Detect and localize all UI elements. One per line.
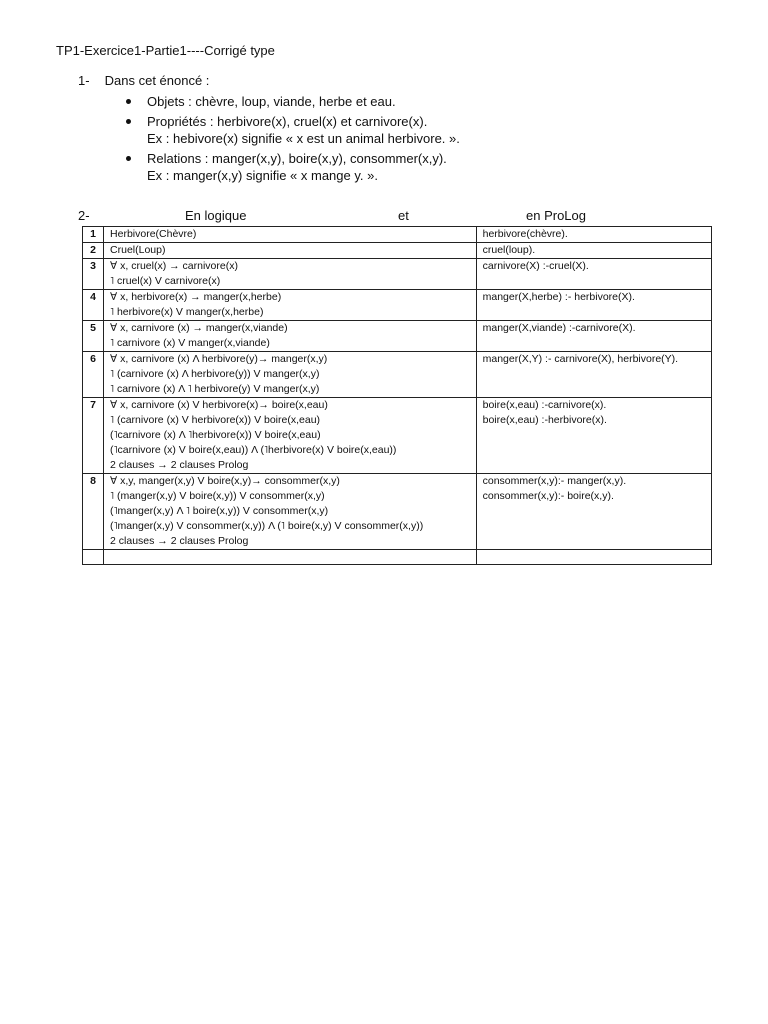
column-heading-and: et [398, 208, 409, 223]
logic-cell [104, 474, 477, 550]
prolog-cell [476, 550, 711, 565]
logic-line: ˥ (carnivore (x) Λ herbivore(y)) V manger(x,y) [110, 368, 320, 380]
prolog-cell [476, 290, 711, 321]
prolog-cell [476, 243, 711, 259]
logic-cell [104, 321, 477, 352]
prolog-cell [476, 352, 711, 398]
row-number: 4 [83, 290, 104, 321]
bullet-relations [126, 150, 460, 184]
logic-cell [104, 290, 477, 321]
logic-line: (˥carnivore (x) Λ ˥herbivore(x)) V boire(x,eau) [110, 429, 321, 441]
prolog-line: cruel(loup). [482, 244, 536, 256]
logic-prolog-table [82, 226, 712, 565]
column-heading-prolog: en ProLog [526, 208, 586, 223]
logic-line: ∀ x, herbivore(x) → manger(x,herbe) [110, 291, 282, 303]
row-number [83, 550, 104, 565]
logic-line: (˥manger(x,y) V consommer(x,y)) Λ (˥ boire(x,y) V consommer(x,y)) [110, 520, 424, 532]
question-2-number: 2- [78, 208, 90, 223]
logic-line: (˥carnivore (x) V boire(x,eau)) Λ (˥herbivore(x) V boire(x,eau)) [110, 444, 397, 456]
row-number: 1 [83, 227, 104, 243]
prolog-line: consommer(x,y):- manger(x,y). [482, 475, 627, 487]
bullet-proprietes [126, 113, 460, 147]
prolog-line: manger(X,Y) :- carnivore(X), herbivore(Y). [482, 353, 679, 365]
page-title: TP1-Exercice1-Partie1----Corrigé type [56, 43, 275, 58]
logic-line: (˥manger(x,y) Λ ˥ boire(x,y)) V consommer(x,y) [110, 505, 329, 517]
logic-cell [104, 550, 477, 565]
logic-line: Herbivore(Chèvre) [110, 228, 197, 240]
prolog-cell [476, 227, 711, 243]
logic-line: ˥ carnivore (x) V manger(x,viande) [110, 337, 270, 349]
logic-cell [104, 259, 477, 290]
logic-line: ∀ x, cruel(x) → carnivore(x) [110, 260, 238, 272]
prolog-line: boire(x,eau) :-herbivore(x). [482, 414, 607, 426]
bullet-example: Ex : hebivore(x) signifie « x est un animal herbivore. ». [147, 131, 460, 146]
table-row [83, 227, 712, 243]
logic-line: Cruel(Loup) [110, 244, 166, 256]
logic-cell [104, 227, 477, 243]
prolog-line: consommer(x,y):- boire(x,y). [482, 490, 614, 502]
logic-line: 2 clauses → 2 clauses Prolog [110, 535, 249, 547]
row-number: 5 [83, 321, 104, 352]
logic-line: 2 clauses → 2 clauses Prolog [110, 459, 249, 471]
table-row [83, 550, 712, 565]
question-1 [78, 73, 209, 88]
prolog-cell [476, 474, 711, 550]
row-number: 7 [83, 398, 104, 474]
prolog-cell [476, 321, 711, 352]
prolog-line: manger(X,viande) :-carnivore(X). [482, 322, 636, 334]
table-row [83, 398, 712, 474]
table-row [83, 243, 712, 259]
logic-line: ˥ (carnivore (x) V herbivore(x)) V boire(x,eau) [110, 414, 321, 426]
table-row [83, 474, 712, 550]
prolog-line: manger(X,herbe) :- herbivore(X). [482, 291, 635, 303]
logic-line: ∀ x, carnivore (x) → manger(x,viande) [110, 322, 288, 334]
table-row [83, 321, 712, 352]
prolog-line: boire(x,eau) :-carnivore(x). [482, 399, 607, 411]
bullet-text: Objets : chèvre, loup, viande, herbe et eau. [147, 94, 396, 109]
prolog-cell [476, 259, 711, 290]
logic-cell [104, 243, 477, 259]
logic-line: ∀ x, carnivore (x) Λ herbivore(y)→ manger(x,y) [110, 353, 328, 365]
question-1-bullet-list [126, 93, 460, 187]
table-row [83, 352, 712, 398]
row-number: 8 [83, 474, 104, 550]
bullet-example: Ex : manger(x,y) signifie « x mange y. ». [147, 168, 378, 183]
bullet-text: Propriétés : herbivore(x), cruel(x) et carnivore(x). [147, 114, 428, 129]
bullet-objets [126, 93, 460, 110]
column-heading-logic: En logique [185, 208, 247, 223]
logic-line: ∀ x,y, manger(x,y) V boire(x,y)→ consommer(x,y) [110, 475, 340, 487]
logic-line: ∀ x, carnivore (x) V herbivore(x)→ boire(x,eau) [110, 399, 328, 411]
prolog-line: herbivore(chèvre). [482, 228, 568, 240]
row-number: 2 [83, 243, 104, 259]
row-number: 3 [83, 259, 104, 290]
question-1-intro: Dans cet énoncé : [104, 73, 210, 88]
logic-line: ˥ cruel(x) V carnivore(x) [110, 275, 221, 287]
logic-line: ˥ carnivore (x) Λ ˥ herbivore(y) V manger(x,y) [110, 383, 320, 395]
row-number: 6 [83, 352, 104, 398]
table-row [83, 259, 712, 290]
bullet-text: Relations : manger(x,y), boire(x,y), consommer(x,y). [147, 151, 447, 166]
prolog-cell [476, 398, 711, 474]
question-1-number: 1- [78, 73, 90, 88]
prolog-line: carnivore(X) :-cruel(X). [482, 260, 589, 272]
logic-line: ˥ (manger(x,y) V boire(x,y)) V consommer(x,y) [110, 490, 325, 502]
logic-cell [104, 398, 477, 474]
logic-line: ˥ herbivore(x) V manger(x,herbe) [110, 306, 264, 318]
logic-cell [104, 352, 477, 398]
table-row [83, 290, 712, 321]
